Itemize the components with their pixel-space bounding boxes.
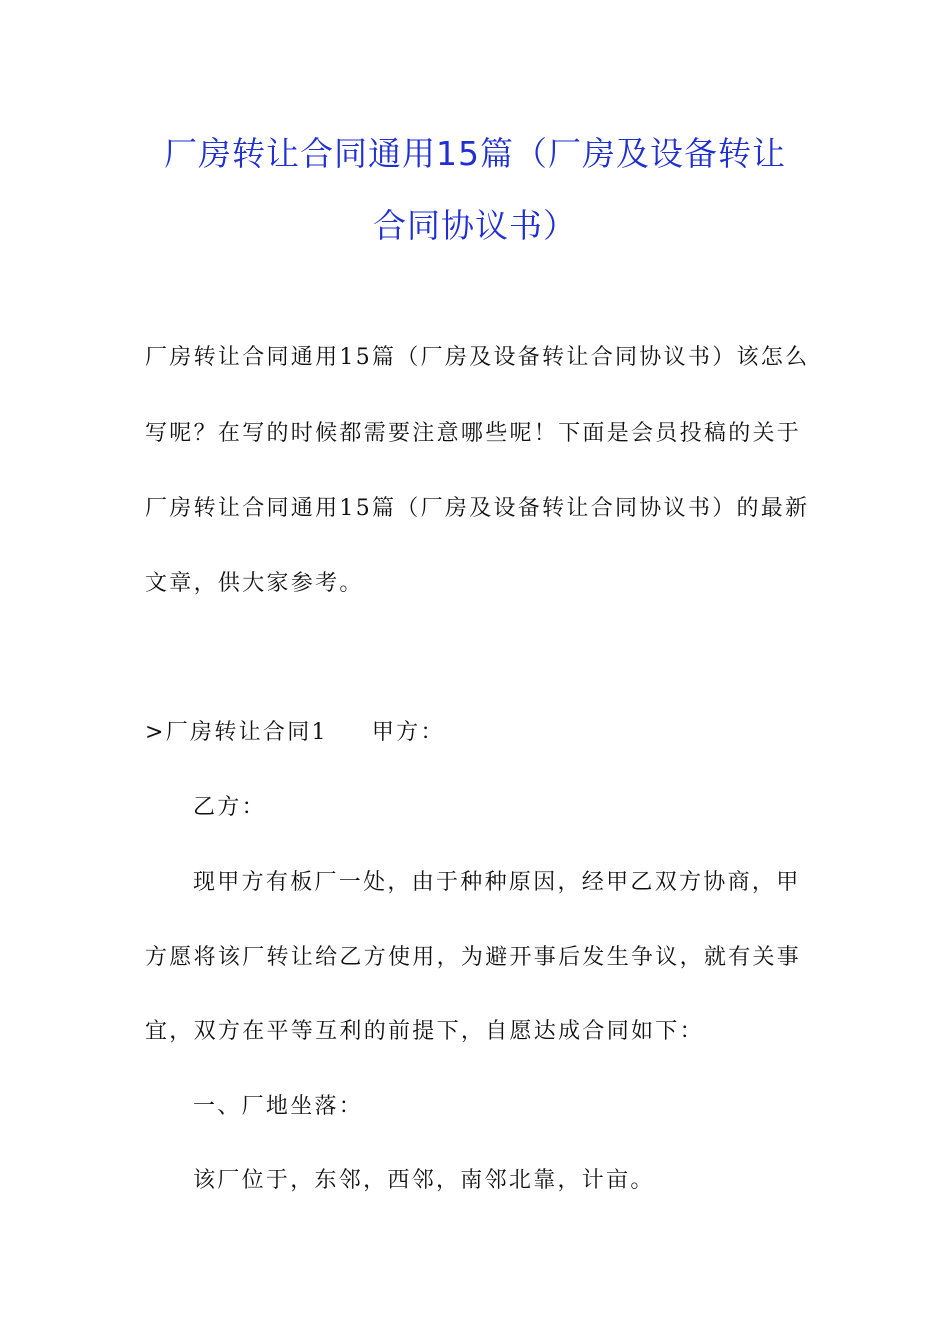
section-heading-row — [145, 718, 445, 748]
party-b-label: 乙方： — [193, 795, 266, 820]
clause-1-heading: 一、厂地坐落： — [193, 1094, 364, 1119]
document-title-line-1: 厂房转让合同通用15篇（厂房及设备转让 — [164, 134, 786, 173]
document-title-line-2: 合同协议书） — [373, 206, 577, 245]
intro-line-1: 厂房转让合同通用15篇（厂房及设备转让合同协议书）该怎么 — [145, 345, 810, 370]
body-line-1: 现甲方有板厂一处，由于种种原因，经甲乙双方协商，甲 — [193, 870, 801, 895]
body-line-2: 方愿将该厂转让给乙方使用，为避开事后发生争议，就有关事 — [145, 945, 802, 970]
party-a-label: 甲方： — [371, 720, 445, 745]
intro-line-4: 文章，供大家参考。 — [145, 571, 364, 596]
clause-1-text: 该厂位于，东邻，西邻，南邻北靠，计亩。 — [193, 1168, 655, 1193]
intro-line-2: 写呢？在写的时候都需要注意哪些呢！下面是会员投稿的关于 — [145, 421, 802, 446]
body-line-3: 宜，双方在平等互利的前提下，自愿达成合同如下： — [145, 1019, 704, 1044]
intro-line-3: 厂房转让合同通用15篇（厂房及设备转让合同协议书）的最新 — [145, 496, 810, 521]
section-heading: >厂房转让合同1 — [145, 720, 328, 745]
